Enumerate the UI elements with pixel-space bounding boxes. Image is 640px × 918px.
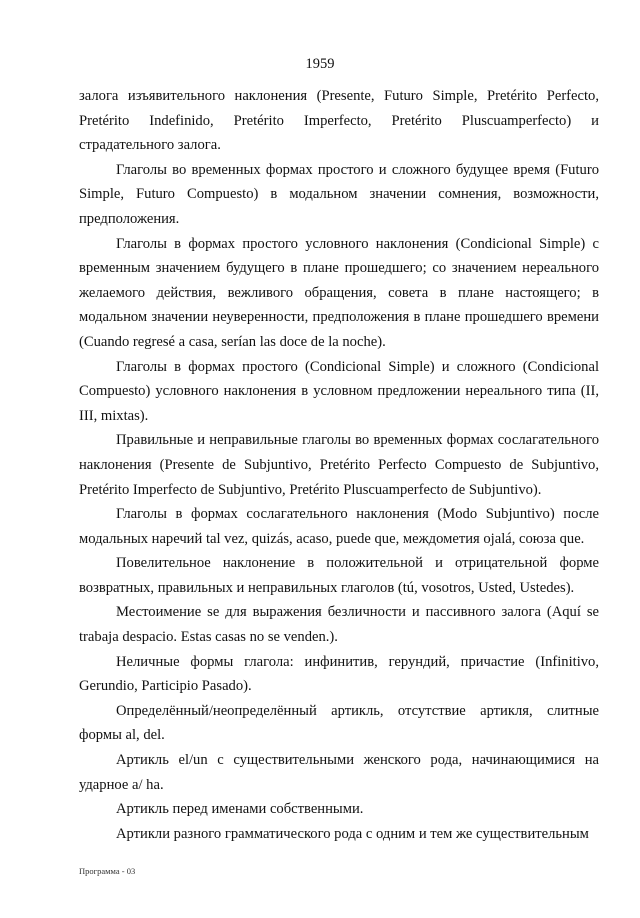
paragraph: Правильные и неправильные глаголы во временных формах сослагательного наклонения (Presente de Subjuntivo, Pretérito Perfecto Compuesto de Subjuntivo, Pretérito Imperfecto de Subjuntivo, Pretérito Pluscuamperfecto de Subjuntivo). — [79, 432, 599, 498]
paragraph: Артикль перед именами собственными. — [116, 801, 364, 818]
page-number: 1959 — [305, 56, 335, 72]
paragraph: Артикли разного грамматического рода с одним и тем же существительным — [116, 825, 589, 842]
paragraph: Глаголы во временных формах простого и сложного будущее время (Futuro Simple, Futuro Compuesto) в модальном значении сомнения, возможности, предположения. — [79, 161, 599, 227]
paragraph: Глаголы в формах простого (Condicional Simple) и сложного (Condicional Compuesto) условного наклонения в условном предложении нереального типа (II, III, mixtas). — [79, 358, 599, 424]
paragraph: Определённый/неопределённый артикль, отсутствие артикля, слитные формы al, del. — [79, 702, 599, 744]
body-text — [79, 84, 599, 846]
paragraph: Повелительное наклонение в положительной и отрицательной форме возвратных, правильных и неправильных глаголов (tú, vosotros, Usted, Ustedes). — [79, 555, 599, 596]
paragraph: Глаголы в формах простого условного наклонения (Condicional Simple) с временным значением будущего в плане прошедшего; со значением нереального желаемого действия, вежливого обращения, совета в плане настоящего; в модальном значении неуверенности, предположения в плане прошедшего времени (Cuando regresé a casa, serían las doce de la noche). — [79, 235, 599, 350]
paragraph: Артикль el/un с существительными женского рода, начинающимися на ударное a/ ha. — [79, 752, 599, 793]
paragraph: Неличные формы глагола: инфинитив, герундий, причастие (Infinitivo, Gerundio, Participio Pasado). — [79, 653, 599, 695]
paragraph: Местоимение se для выражения безличности и пассивного залога (Aquí se trabaja despacio. Estas casas no se venden.). — [79, 604, 599, 646]
paragraph: залога изъявительного наклонения (Presente, Futuro Simple, Pretérito Perfecto, Pretérito Indefinido, Pretérito Imperfecto, Pretérito Pluscuamperfecto) и страдательного залога. — [79, 88, 599, 154]
footer-label: Программа - 03 — [79, 866, 136, 876]
paragraph: Глаголы в формах сослагательного наклонения (Modo Subjuntivo) после модальных наречий tal vez, quizás, acaso, puede que, междометия ojalá, союза que. — [79, 506, 599, 547]
